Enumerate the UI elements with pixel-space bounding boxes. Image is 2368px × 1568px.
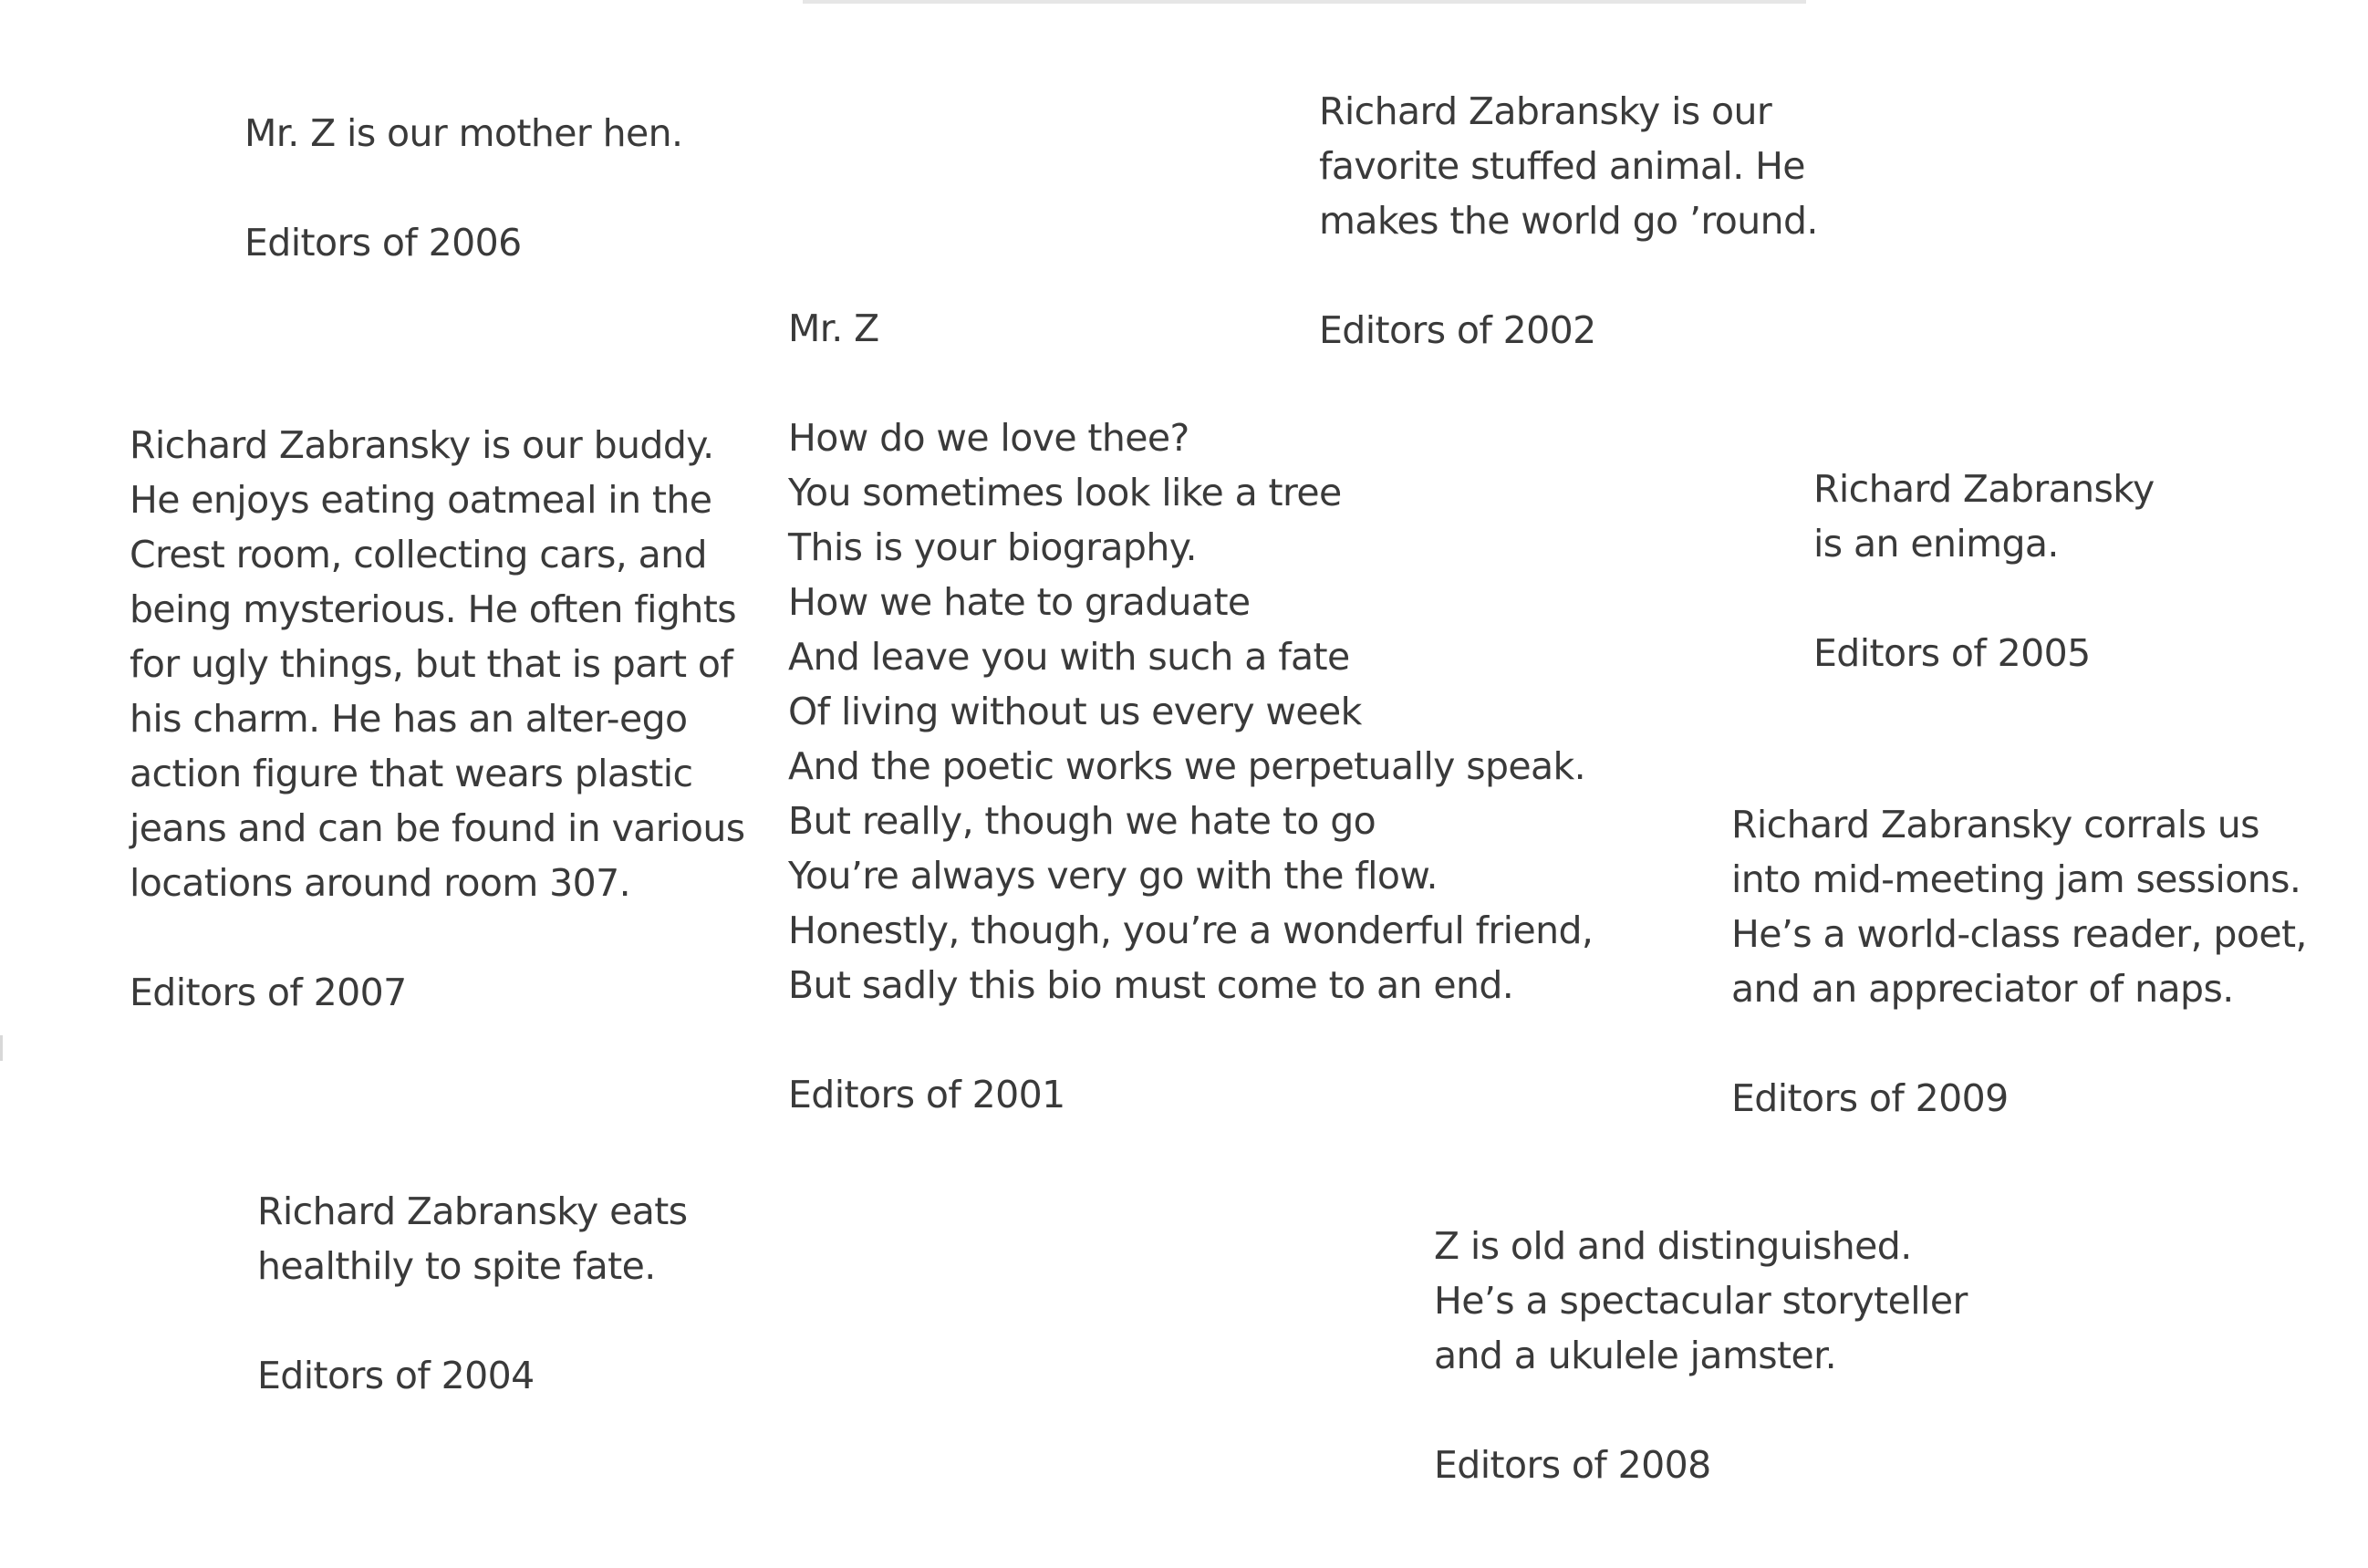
- blurb-line: Richard Zabransky eats: [257, 1189, 688, 1233]
- blurb-line: his charm. He has an alter-ego: [130, 697, 688, 741]
- blurb-line: being mysterious. He often fights: [130, 587, 736, 631]
- blurb-editors-2005: [1813, 462, 2155, 680]
- poem-line: How we hate to graduate: [788, 580, 1251, 624]
- blurb-line: jeans and can be found in various: [130, 806, 745, 850]
- poem-line: You sometimes look like a tree: [788, 471, 1342, 514]
- blurb-editors-2008: [1434, 1219, 1968, 1492]
- blurb-editors-2001: [788, 410, 1593, 1122]
- blurb-signature: Editors of 2002: [1319, 308, 1596, 352]
- blurb-line: He enjoys eating oatmeal in the: [130, 478, 712, 522]
- blurb-line: and an appreciator of naps.: [1731, 967, 2234, 1011]
- poem-line: Honestly, though, you’re a wonderful friend,: [788, 909, 1594, 952]
- blurb-line: He’s a world-class reader, poet,: [1731, 912, 2307, 956]
- blurb-signature: Editors of 2007: [130, 971, 407, 1014]
- blurb-line: Z is old and distinguished.: [1434, 1224, 1912, 1268]
- blurb-line: He’s a spectacular storyteller: [1434, 1279, 1968, 1323]
- poem-line: You’re always very go with the flow.: [788, 854, 1438, 898]
- poem-line: Of living without us every week: [788, 690, 1362, 733]
- blurb-signature: Editors of 2006: [244, 221, 522, 265]
- poem-line: And leave you with such a fate: [788, 635, 1350, 679]
- blurb-line: and a ukulele jamster.: [1434, 1334, 1837, 1377]
- blurb-line: healthily to spite fate.: [257, 1244, 656, 1288]
- poem-line: And the poetic works we perpetually speak.: [788, 744, 1586, 788]
- blurb-line: Mr. Z is our mother hen.: [244, 111, 683, 155]
- blurb-editors-2006: [244, 106, 682, 270]
- blurb-line: into mid-meeting jam sessions.: [1731, 857, 2301, 901]
- blurb-line: makes the world go ’round.: [1319, 199, 1818, 243]
- blurb-editors-2002: [1319, 84, 1818, 358]
- poem-line: But sadly this bio must come to an end.: [788, 963, 1514, 1007]
- blurb-line: favorite stuffed animal. He: [1319, 144, 1805, 188]
- poem-title: Mr. Z: [788, 306, 879, 350]
- blurb-line: Richard Zabransky is our buddy.: [130, 423, 714, 467]
- blurb-editors-2004: [257, 1184, 687, 1403]
- blurb-line: Richard Zabransky corrals us: [1731, 803, 2259, 846]
- blurb-editors-2007: [130, 418, 744, 1020]
- blurb-line: Crest room, collecting cars, and: [130, 533, 707, 576]
- poem-line: How do we love thee?: [788, 416, 1189, 460]
- blurb-line: for ugly things, but that is part of: [130, 642, 733, 686]
- blurb-editors-2009: [1731, 797, 2307, 1126]
- blurb-signature: Editors of 2001: [788, 1073, 1065, 1116]
- blurb-signature: Editors of 2009: [1731, 1076, 2009, 1120]
- poem-line: But really, though we hate to go: [788, 799, 1376, 843]
- blurb-line: Richard Zabransky is our: [1319, 89, 1772, 133]
- scan-edge-mark: [0, 1035, 3, 1061]
- blurb-signature: Editors of 2004: [257, 1354, 535, 1397]
- blurb-line: is an enimga.: [1813, 522, 2059, 566]
- blurb-signature: Editors of 2008: [1434, 1443, 1711, 1487]
- blurb-signature: Editors of 2005: [1813, 631, 2091, 675]
- blurb-line: action figure that wears plastic: [130, 752, 693, 795]
- page-top-edge: [803, 0, 1806, 4]
- blurb-line: locations around room 307.: [130, 861, 631, 905]
- poem-line: This is your biography.: [788, 525, 1197, 569]
- blurb-line: Richard Zabransky: [1813, 467, 2155, 511]
